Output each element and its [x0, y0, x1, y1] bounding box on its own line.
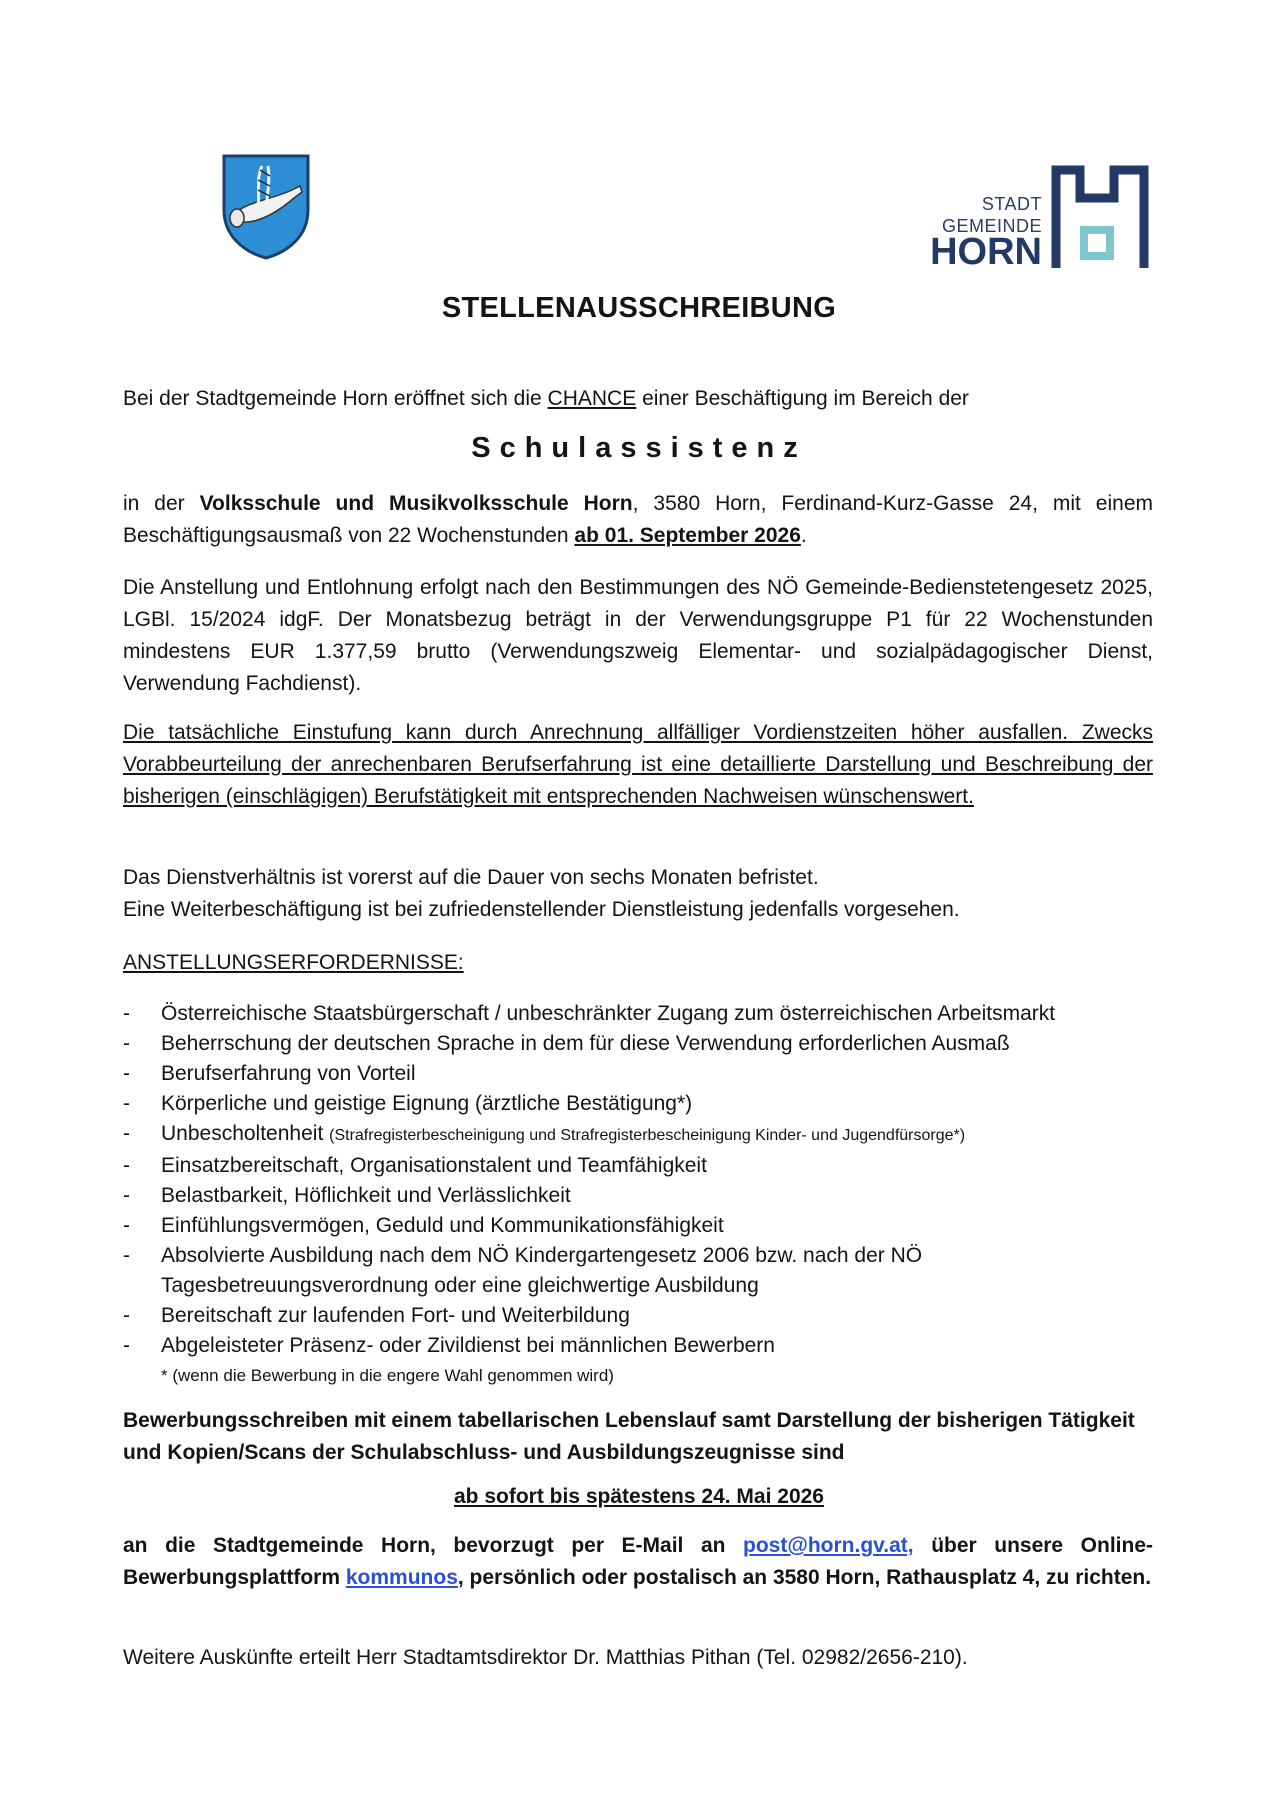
intro-text-after: einer Beschäftigung im Bereich der	[642, 387, 969, 410]
coat-of-arms-logo	[220, 152, 312, 260]
contact-paragraph: Weitere Auskünfte erteilt Herr Stadtamtsdirektor Dr. Matthias Pithan (Tel. 02982/2656-210).	[123, 1646, 968, 1669]
list-dash: -	[123, 1244, 130, 1267]
list-item	[123, 1029, 1163, 1059]
kommunos-link[interactable]: kommunos	[345, 1566, 458, 1589]
page-title: STELLENAUSSCHREIBUNG	[441, 292, 837, 324]
requirement-text: Abgeleisteter Präsenz- oder Zivildienst bei männlichen Bewerbern	[161, 1334, 775, 1357]
school-name: Volksschule und Musikvolksschule Horn	[199, 492, 633, 515]
requirement-text: Unbescholtenheit	[161, 1122, 324, 1145]
footnote: * (wenn die Bewerbung in die engere Wahl genommen wird)	[161, 1366, 614, 1385]
application-paragraph: Bewerbungsschreiben mit einem tabellarischen Lebenslauf samt Darstellung der bisherigen Tätigkeit und Kopien/Scans der Schulabschluss- und Ausbildungszeugnisse sind	[123, 1409, 1135, 1464]
list-dash: -	[123, 1304, 130, 1327]
requirement-text: Belastbarkeit, Höflichkeit und Verlässlichkeit	[161, 1184, 571, 1207]
logo-line-stadt: STADT	[981, 194, 1042, 214]
list-dash: -	[123, 1062, 130, 1085]
location-prefix: in der	[123, 492, 185, 515]
list-item	[123, 1181, 1163, 1211]
list-dash: -	[123, 1184, 130, 1207]
list-item	[123, 999, 1163, 1029]
list-dash: -	[123, 1334, 130, 1357]
requirement-text: Beherrschung der deutschen Sprache in dem für diese Verwendung erforderlichen Ausmaß	[161, 1032, 1010, 1055]
logo-line-gemeinde: GEMEINDE	[941, 216, 1042, 236]
submission-text-1: an die Stadtgemeinde Horn, bevorzugt per E-Mail an	[123, 1534, 726, 1557]
list-dash: -	[123, 1092, 130, 1115]
list-item	[123, 1059, 1163, 1089]
list-dash: -	[123, 1214, 130, 1237]
stadtgemeinde-horn-logo	[910, 164, 1150, 272]
intro-paragraph	[123, 383, 1153, 415]
list-item	[123, 1241, 1163, 1301]
list-item	[123, 1119, 1163, 1151]
list-dash: -	[123, 1032, 130, 1055]
requirement-text: Bereitschaft zur laufenden Fort- und Weiterbildung	[161, 1304, 630, 1327]
list-dash: -	[123, 1002, 130, 1025]
intro-chance: CHANCE	[547, 387, 637, 410]
requirement-text: Einsatzbereitschaft, Organisationstalent und Teamfähigkeit	[161, 1154, 707, 1177]
position-title: Schulassistenz	[471, 432, 807, 464]
submission-paragraph	[123, 1530, 1153, 1594]
application-deadline: ab sofort bis spätestens 24. Mai 2026	[454, 1485, 824, 1508]
horn-building-icon	[1050, 164, 1150, 272]
requirement-text: Österreichische Staatsbürgerschaft / unbeschränkter Zugang zum österreichischen Arbeitsmarkt	[161, 1002, 1056, 1025]
submission-text-3: , persönlich oder postalisch an 3580 Horn, Rathausplatz 4, zu richten.	[457, 1566, 1152, 1589]
intro-text-before: Bei der Stadtgemeinde Horn eröffnet sich die	[123, 387, 542, 410]
requirement-text: Berufserfahrung von Vorteil	[161, 1062, 416, 1085]
location-address: , 3580 Horn, Ferdinand-Kurz-Gasse 24, mit einem Beschäftigungsausmaß von 22 Wochenstunden	[123, 492, 1154, 547]
requirements-heading: ANSTELLUNGSERFORDERNISSE:	[123, 951, 464, 974]
requirement-text: Körperliche und geistige Eignung (ärztliche Bestätigung*)	[161, 1092, 693, 1115]
requirements-list	[123, 999, 1163, 1361]
email-link[interactable]: post@horn.gv.at,	[743, 1534, 914, 1557]
duration-line-2: Eine Weiterbeschäftigung ist bei zufriedenstellender Dienstleistung jedenfalls vorgesehen.	[123, 898, 960, 921]
list-item	[123, 1151, 1163, 1181]
classification-paragraph: Die tatsächliche Einstufung kann durch Anrechnung allfälliger Vordienstzeiten höher ausfallen. Zwecks Vorabbeurteilung der anrechenbaren Berufserfahrung ist eine detaillierte Darstellung und Beschreibung der bisherigen (einschlägigen) Berufstätigkeit mit entsprechenden Nachweisen wünschenswert.	[123, 721, 1153, 808]
list-item	[123, 1331, 1163, 1361]
submission-text-2: über unsere Online-Bewerbungsplattform	[123, 1534, 1154, 1589]
list-item	[123, 1211, 1163, 1241]
duration-paragraph	[123, 862, 1153, 926]
requirement-text: Einfühlungsvermögen, Geduld und Kommunikationsfähigkeit	[161, 1214, 724, 1237]
location-paragraph	[123, 488, 1153, 552]
location-suffix: .	[800, 524, 807, 547]
requirement-note: (Strafregisterbescheinigung und Strafregisterbescheinigung Kinder- und Jugendfürsorge*)	[329, 1127, 966, 1144]
duration-line-1: Das Dienstverhältnis ist vorerst auf die Dauer von sechs Monaten befristet.	[123, 866, 819, 889]
requirement-text: Absolvierte Ausbildung nach dem NÖ Kindergartengesetz 2006 bzw. nach der NÖ Tagesbetreuungsverordnung oder eine gleichwertige Ausbildung	[161, 1244, 923, 1297]
salary-paragraph: Die Anstellung und Entlohnung erfolgt nach den Bestimmungen des NÖ Gemeinde-Bedienstetengesetz 2025, LGBl. 15/2024 idgF. Der Monatsbezug beträgt in der Verwendungsgruppe P1 für 22 Wochenstunden mindestens EUR 1.377,59 brutto (Verwendungszweig Elementar- und sozialpädagogischer Dienst, Verwendung Fachdienst).	[123, 576, 1153, 695]
logo-line-horn: HORN	[930, 231, 1042, 273]
list-item	[123, 1301, 1163, 1331]
list-dash: -	[123, 1154, 130, 1177]
list-item	[123, 1089, 1163, 1119]
list-dash: -	[123, 1122, 130, 1145]
start-date: ab 01. September 2026	[574, 524, 801, 547]
